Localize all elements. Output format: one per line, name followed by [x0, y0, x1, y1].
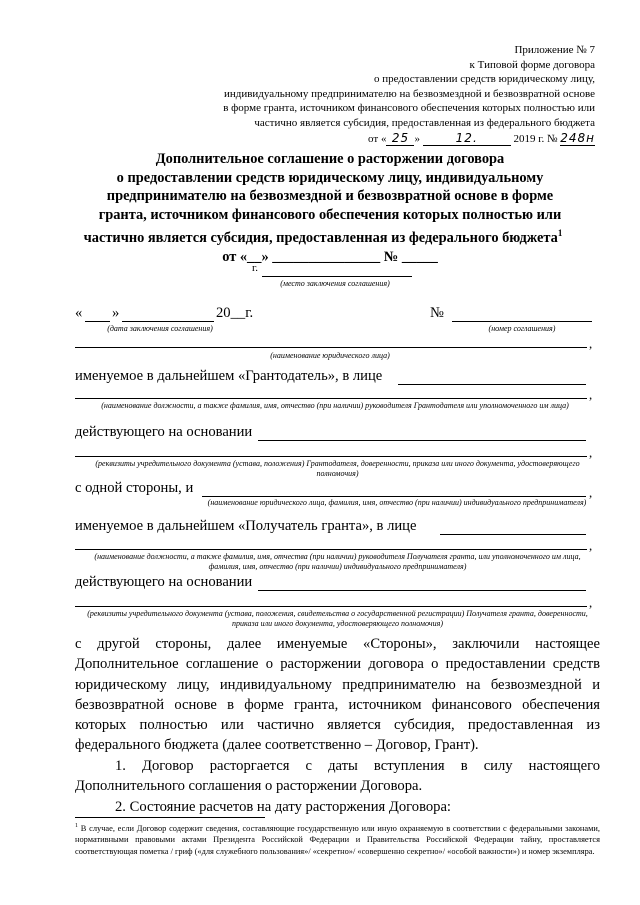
- appendix-line: частично является субсидия, предоставленная из федерального бюджета: [254, 116, 595, 129]
- appendix-header: [175, 43, 595, 146]
- side1-caption: (наименование юридического лица, фамилия, имя, отчество (при наличии) индивидуального предпринимателя): [207, 498, 587, 507]
- title-date-line: от «__» _______________ № _____: [222, 248, 438, 265]
- basis2-line-2: [75, 606, 587, 607]
- title-line: предпринимателю на безвозмездной и безвозвратной основе в форме: [106, 188, 554, 205]
- handwritten-month: 12.: [423, 131, 511, 147]
- handwritten-number: 248н: [560, 130, 595, 145]
- footnote-mark: 1: [75, 823, 78, 829]
- number-line: [452, 321, 592, 322]
- title-line: частично является субсидия, предоставленная из федерального бюджета$^1$: [83, 228, 563, 247]
- number-caption: (номер соглашения): [488, 324, 556, 333]
- place-line: [262, 276, 412, 277]
- title-line: о предоставлении средств юридическому лицу, индивидуальному: [116, 169, 544, 186]
- agreement-item-2: 2. Состояние расчетов на дату расторжения Договора:: [115, 799, 451, 815]
- date-quote-close: »: [112, 305, 120, 321]
- basis2-caption: (реквизиты учредительного документа (устава, положения, свидетельства о государственной регистрации) Получателя гранта, доверенности, приказа или иного документа, удостоверяющего полномочия): [87, 609, 588, 628]
- recipient-caption: (наименование должности, а также фамилия, имя, отчества (при наличии) руководителя Получателя гранта, или уполномоченного им лица, фамилия, имя, отчество (при наличии) индивидуального предпринимателя): [94, 552, 581, 571]
- recipient-line-2: [75, 549, 587, 550]
- date-month-line: [122, 321, 214, 322]
- recipient-line: [440, 534, 586, 535]
- basis2-line: [258, 590, 586, 591]
- footnote-text: В случае, если Договор содержит сведения, составляющие государственную или иную охраняемую в соответствии с федеральными законами, нормативными правовыми актами Президента Российской Федерации и Правительства Российской Федерации тайну, проставляется соответствующая пометка / гриф («для служебного пользования»/ «секретно»/ «совершенно секретно»/ «особой важности») и номер экземпляра.: [75, 823, 601, 856]
- appendix-line: в форме гранта, источником финансового обеспечения которых полностью или: [223, 102, 595, 115]
- legal-entity-line: [75, 347, 587, 348]
- appendix-date: от « 25 » 12. 2019 г. № 248н: [368, 130, 595, 145]
- handwritten-day: 25: [386, 131, 414, 147]
- footnote: [75, 821, 600, 858]
- grantor-caption: (наименование должности, а также фамилия, имя, отчество (при наличии) руководителя Грантодателя или уполномоченного им лица): [101, 401, 569, 410]
- title-line: гранта, источником финансового обеспечения которых полностью или: [98, 206, 562, 223]
- grantor-label: именуемое в дальнейшем «Грантодатель», в лице: [75, 368, 383, 384]
- agreement-item-1: 1. Договор расторгается с даты вступления в силу настоящего Дополнительного соглашения о расторжении Договора.: [75, 758, 600, 795]
- place-prefix: г.: [252, 262, 259, 274]
- side1-line: [202, 496, 586, 497]
- basis1-caption: (реквизиты учредительного документа (устава, положения) Грантодателя, доверенности, приказа или иного документа, удостоверяющего полномочия): [95, 459, 580, 478]
- date-caption: (дата заключения соглашения): [107, 324, 213, 333]
- appendix-line: к Типовой форме договора: [469, 58, 595, 71]
- footnote-separator: [75, 817, 265, 818]
- appendix-line: о предоставлении средств юридическому лицу,: [374, 73, 595, 86]
- basis1-line: [258, 440, 586, 441]
- recipient-label: именуемое в дальнейшем «Получатель гранта», в лице: [75, 518, 417, 534]
- footnote-ref: 1: [557, 228, 563, 239]
- appendix-line: Приложение № 7: [514, 44, 595, 56]
- title-line: Дополнительное соглашение о расторжении договора: [155, 151, 505, 167]
- grantor-line-2: [75, 398, 587, 399]
- grantor-line: [398, 384, 586, 385]
- basis2-label: действующего на основании: [75, 574, 253, 590]
- date-year: 20__г.: [216, 305, 254, 321]
- agreement-intro: с другой стороны, далее именуемые «Стороны», заключили настоящее Дополнительное соглашение о расторжении договора о предоставлении средств юридическому лицу, индивидуальному предпринимателю на безвозмездной и безвозвратной основе в форме гранта, источником финансового обеспечения которых полностью или частично является субсидия, предоставленная из федерального бюджета (далее соответственно – Договор, Грант).: [75, 636, 600, 754]
- number-label: №: [430, 305, 444, 321]
- side1-label: с одной стороны, и: [75, 480, 194, 496]
- document-title: [60, 150, 600, 266]
- appendix-line: индивидуальному предпринимателю на безвозмездной и безвозвратной основе: [223, 87, 595, 100]
- basis1-label: действующего на основании: [75, 424, 253, 440]
- date-quote-open: «: [75, 305, 83, 321]
- legal-entity-caption: (наименование юридического лица): [270, 351, 390, 360]
- basis1-line-2: [75, 456, 587, 457]
- place-caption: (место заключения соглашения): [280, 279, 390, 288]
- date-day-line: [85, 321, 110, 322]
